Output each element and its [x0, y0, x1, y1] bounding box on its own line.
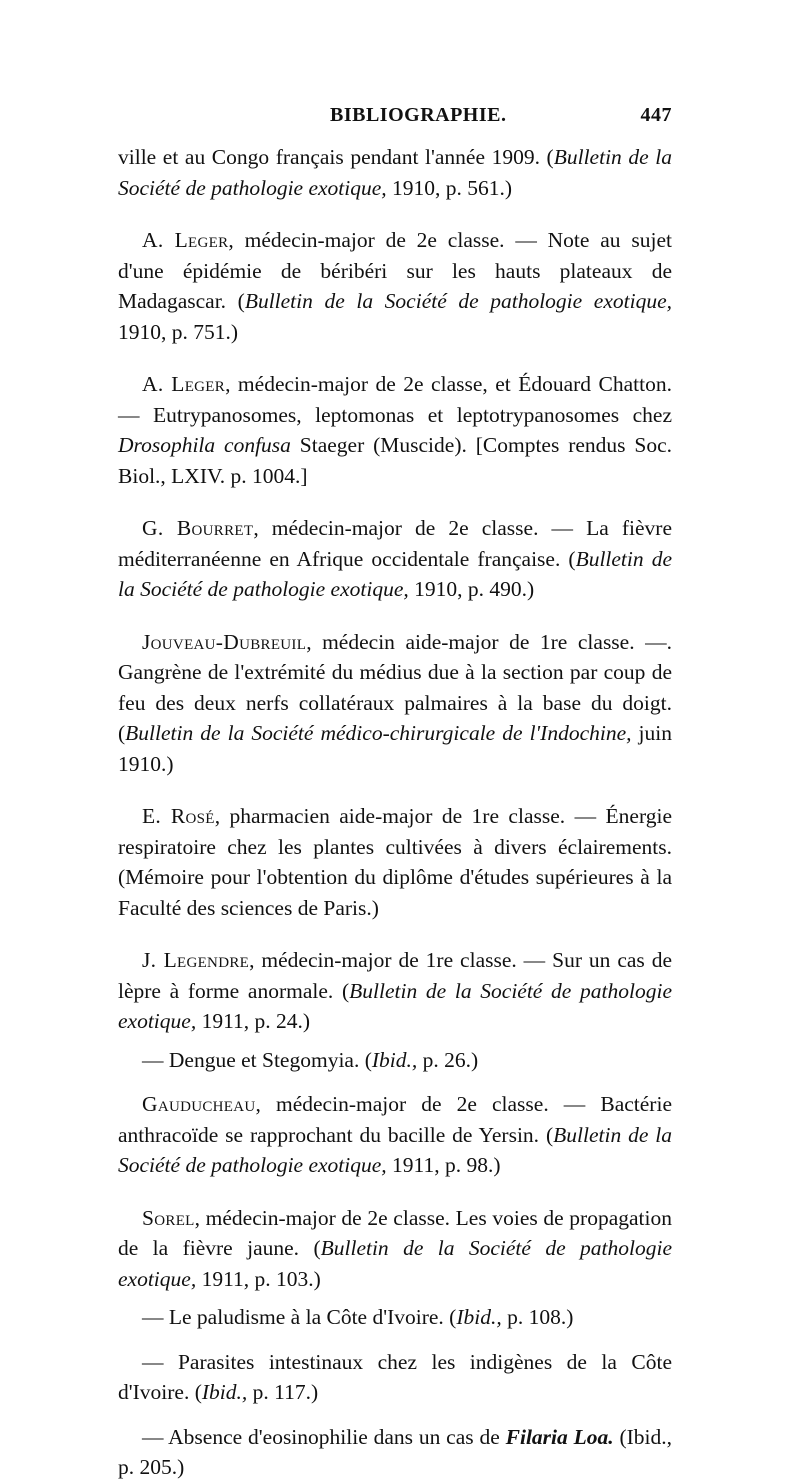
bibliography-entry: G. Bourret, médecin-major de 2e classe. — La fièvre méditerranéenne en Afrique occidentale française. (Bulletin de la Société de pathologie exotique, 1910, p. 490.): [118, 516, 672, 601]
running-title: BIBLIOGRAPHIE.: [330, 104, 507, 126]
bibliography-entry: E. Rosé, pharmacien aide-major de 1re classe. — Énergie respiratoire chez les plantes cultivées à divers éclairements. (Mémoire pour l'obtention du diplôme d'études supérieures à la Faculté des sciences de Paris.): [118, 804, 672, 920]
bibliography-subentry: — Parasites intestinaux chez les indigènes de la Côte d'Ivoire. (Ibid., p. 117.): [118, 1349, 672, 1404]
page-header: [118, 104, 672, 134]
bibliography-entry: Jouveau-Dubreuil, médecin aide-major de 1re classe. —. Gangrène de l'extrémité du médius due à la section par coup de feu des deux nerfs collatéraux palmaires à la base du doigt. (Bulletin de la Société médico-chirurgicale de l'Indochine, juin 1910.): [118, 629, 672, 776]
entry-author: Jouveau-Dubreuil: [142, 629, 307, 654]
bibliography-entry: A. Leger, médecin-major de 2e classe. — Note au sujet d'une épidémie de béribéri sur les hauts plateaux de Madagascar. (Bulletin de la Société de pathologie exotique, 1910, p. 751.): [118, 228, 672, 344]
entry-author: Sorel: [142, 1205, 195, 1230]
entry-author: E. Rosé: [142, 804, 215, 828]
bibliography-entry: A. Leger, médecin-major de 2e classe, et Édouard Chatton. — Eutrypanosomes, leptomonas et leptotrypanosomes chez Drosophila confusa Staeger (Muscide). [Comptes rendus Soc. Biol., LXIV. p. 1004.]: [118, 372, 673, 488]
entry-author: A. Leger: [142, 372, 226, 396]
entry-author: G. Bourret: [142, 516, 254, 540]
page-number: 447: [640, 104, 672, 126]
bibliography-subentry: — Le paludisme à la Côte d'Ivoire. (Ibid., p. 108.): [142, 1305, 574, 1329]
bibliography-entry: ville et au Congo français pendant l'année 1909. (Bulletin de la Société de pathologie exotique, 1910, p. 561.): [118, 145, 672, 200]
bibliography-body: [118, 142, 672, 1483]
bibliography-subentry: — Absence d'eosinophilie dans un cas de Filaria Loa. (Ibid., p. 205.): [118, 1424, 672, 1479]
bibliography-entry: Sorel, médecin-major de 2e classe. Les voies de propagation de la fièvre jaune. (Bulletin de la Société de pathologie exotique, 1911, p. 103.): [118, 1205, 672, 1291]
bibliography-entry: Gauducheau, médecin-major de 2e classe. — Bactérie anthracoïde se rapprochant du bacille de Yersin. (Bulletin de la Société de pathologie exotique, 1911, p. 98.): [118, 1092, 672, 1177]
entry-author: J. Legendre: [142, 948, 250, 972]
bibliography-subentry: — Dengue et Stegomyia. (Ibid., p. 26.): [142, 1047, 479, 1072]
entry-author: A. Leger: [142, 228, 229, 252]
entry-author: Gauducheau: [142, 1092, 256, 1116]
bibliography-entry: J. Legendre, médecin-major de 1re classe. — Sur un cas de lèpre à forme anormale. (Bulletin de la Société de pathologie exotique, 1911, p. 24.): [118, 948, 672, 1033]
